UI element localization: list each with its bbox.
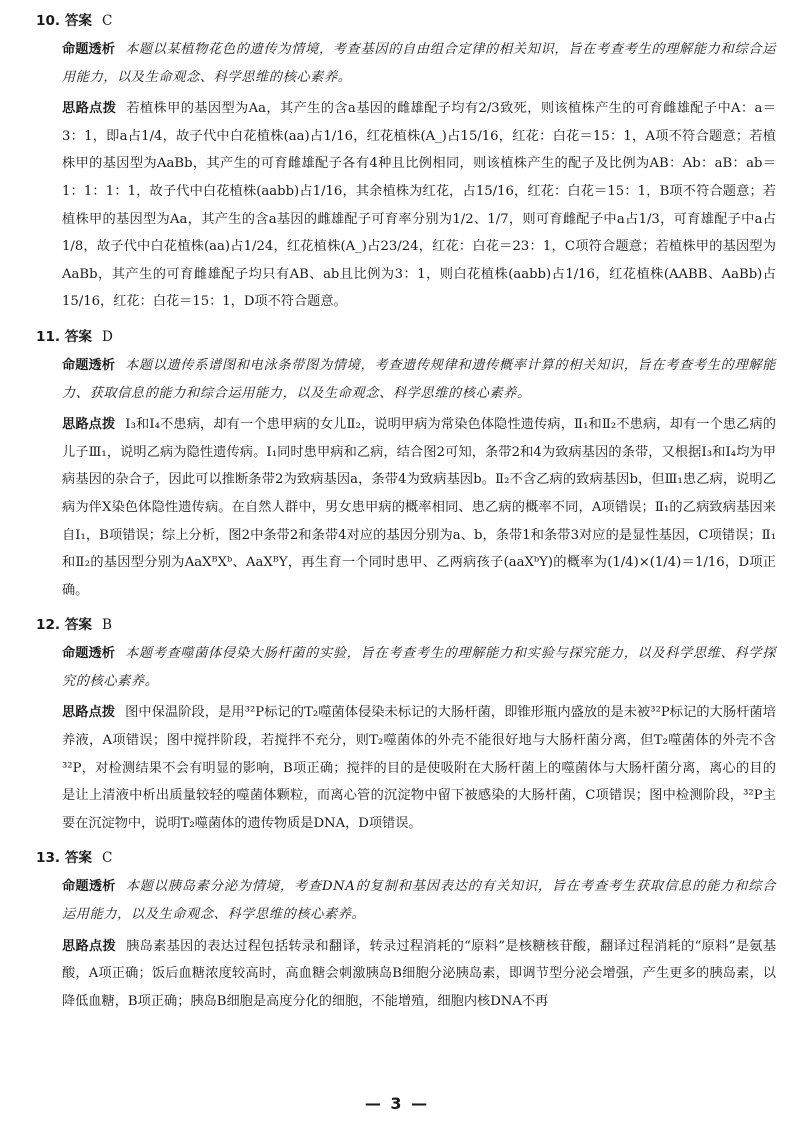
- answer-value: D: [102, 328, 113, 345]
- tips-label: 思路点拨: [62, 705, 116, 721]
- question-heading: [36, 8, 776, 34]
- question-number: 13. 答案: [36, 850, 93, 867]
- question-number: 12. 答案: [36, 617, 93, 634]
- page-number: — 3 —: [364, 1094, 430, 1113]
- tips-text: 若植株甲的基因型为Aa，其产生的含a基因的雌雄配子均有2/3致死，则该植株产生的可育雌雄配子中A：a＝3：1，即a占1/4，故子代中白花植株(aa)占1/16，红花植株(A_)占15/16，红花：白花＝15：1，A项不符合题意；若植株甲的基因型为AaBb，其产生的可育雌雄配子各有4种且比例相同，则该植株产生的配子及比例为AB：Ab：aB：ab＝1：1：1：1，故子代中白花植株(aabb)占1/16，其余植株为红花，占15/16，红花：白花＝15：1，B项不符合题意；若植株甲的基因型为Aa，其产生的含a基因的雌雄配子可育率分别为1/2、1/7，则可育雌配子中a占1/3，可育雄配子中a占1/8，故子代中白花植株(aa)占1/24，红花植株(A_)占23/24，红花：白花＝23：1，C项符合题意；若植株甲的基因型为AaBb，其产生的可育雌雄配子均只有AB、ab且比例为3：1，则白花植株(aabb)占1/16，红花植株(AABB、AaBb)占15/16，红花：白花＝15：1，D项不符合题意。: [62, 101, 777, 310]
- analysis-text: 本题以遗传系谱图和电泳条带图为情境，考查遗传规律和遗传概率计算的相关知识，旨在考查考生的理解能力、获取信息的能力和综合运用能力，以及生命观念、科学思维的核心素养。: [62, 357, 776, 401]
- question-heading: [36, 324, 776, 350]
- tips-paragraph: [36, 95, 776, 316]
- tips-paragraph: [36, 933, 776, 1016]
- analysis-label: 命题透析: [62, 879, 116, 895]
- tips-text: Ⅰ₃和Ⅰ₄不患病，却有一个患甲病的女儿Ⅱ₂，说明甲病为常染色体隐性遗传病，Ⅱ₁和Ⅱ₂不患病，却有一个患乙病的儿子Ⅲ₁，说明乙病为隐性遗传病。Ⅰ₁同时患甲病和乙病，结合图2可知，条带2和4为致病基因的条带，又根据Ⅰ₃和Ⅰ₄均为甲病基因的杂合子，因此可以推断条带2为致病基因a，条带4为致病基因b。Ⅱ₂不含乙病的致病基因b，但Ⅲ₁患乙病，说明乙病为伴X染色体隐性遗传病。在自然人群中，男女患甲病的概率相同、患乙病的概率不同，A项错误；Ⅱ₁的乙病致病基因来自Ⅰ₁，B项错误；综上分析，图2中条带2和条带4对应的基因分别为a、b，条带1和条带3对应的是显性基因，C项错误；Ⅱ₁和Ⅱ₂的基因型分别为AaXᴮXᵇ、AaXᴮY，再生育一个同时患甲、乙两病孩子(aaXᵇY)的概率为(1/4)×(1/4)＝1/16，D项正确。: [62, 417, 776, 598]
- tips-label: 思路点拨: [62, 101, 117, 117]
- question-12: [36, 612, 776, 837]
- analysis-label: 命题透析: [62, 42, 116, 57]
- question-number: 11. 答案: [36, 328, 93, 345]
- tips-paragraph: [36, 699, 776, 837]
- question-heading: [36, 612, 776, 638]
- tips-label: 思路点拨: [62, 938, 117, 954]
- question-10: [36, 8, 776, 316]
- analysis-paragraph: [36, 873, 776, 928]
- analysis-paragraph: [36, 36, 776, 91]
- analysis-text: 本题考查噬菌体侵染大肠杆菌的实验，旨在考查考生的理解能力和实验与探究能力，以及科学思维、科学探究的核心素养。: [62, 646, 776, 689]
- tips-paragraph: [36, 411, 776, 604]
- answer-page: [36, 8, 776, 1023]
- question-heading: [36, 845, 776, 871]
- answer-value: B: [102, 617, 113, 634]
- tips-label: 思路点拨: [62, 417, 116, 433]
- analysis-label: 命题透析: [62, 357, 116, 373]
- question-13: [36, 845, 776, 1015]
- analysis-label: 命题透析: [62, 646, 116, 662]
- question-number: 10. 答案: [36, 13, 93, 29]
- answer-value: C: [102, 13, 113, 29]
- answer-value: C: [102, 850, 113, 867]
- question-11: [36, 324, 776, 604]
- analysis-text: 本题以胰岛素分泌为情境，考查DNA的复制和基因表达的有关知识，旨在考查考生获取信息的能力和综合运用能力，以及生命观念、科学思维的核心素养。: [62, 879, 776, 923]
- analysis-text: 本题以某植物花色的遗传为情境，考查基因的自由组合定律的相关知识，旨在考查考生的理解能力和综合运用能力，以及生命观念、科学思维的核心素养。: [62, 42, 776, 85]
- tips-text: 图中保温阶段，是用³²P标记的T₂噬菌体侵染未标记的大肠杆菌，即锥形瓶内盛放的是未被³²P标记的大肠杆菌培养液，A项错误；图中搅拌阶段，若搅拌不充分，则T₂噬菌体的外壳不能很好地与大肠杆菌分离，但T₂噬菌体的外壳不含³²P，对检测结果不会有明显的影响，B项正确；搅拌的目的是使吸附在大肠杆菌上的噬菌体与大肠杆菌分离，离心的目的是让上清液中析出质量较轻的噬菌体颗粒，而离心管的沉淀物中留下被感染的大肠杆菌，C项错误；图中检测阶段，³²P主要在沉淀物中，说明T₂噬菌体的遗传物质是DNA，D项错误。: [62, 705, 776, 831]
- analysis-paragraph: [36, 640, 776, 695]
- tips-text: 胰岛素基因的表达过程包括转录和翻译，转录过程消耗的“原料”是核糖核苷酸，翻译过程消耗的“原料”是氨基酸，A项正确；饭后血糖浓度较高时，高血糖会刺激胰岛B细胞分泌胰岛素，即调节型分泌会增强，产生更多的胰岛素，以降低血糖，B项正确；胰岛B细胞是高度分化的细胞，不能增殖，细胞内核DNA不再: [62, 938, 777, 1009]
- analysis-paragraph: [36, 352, 776, 407]
